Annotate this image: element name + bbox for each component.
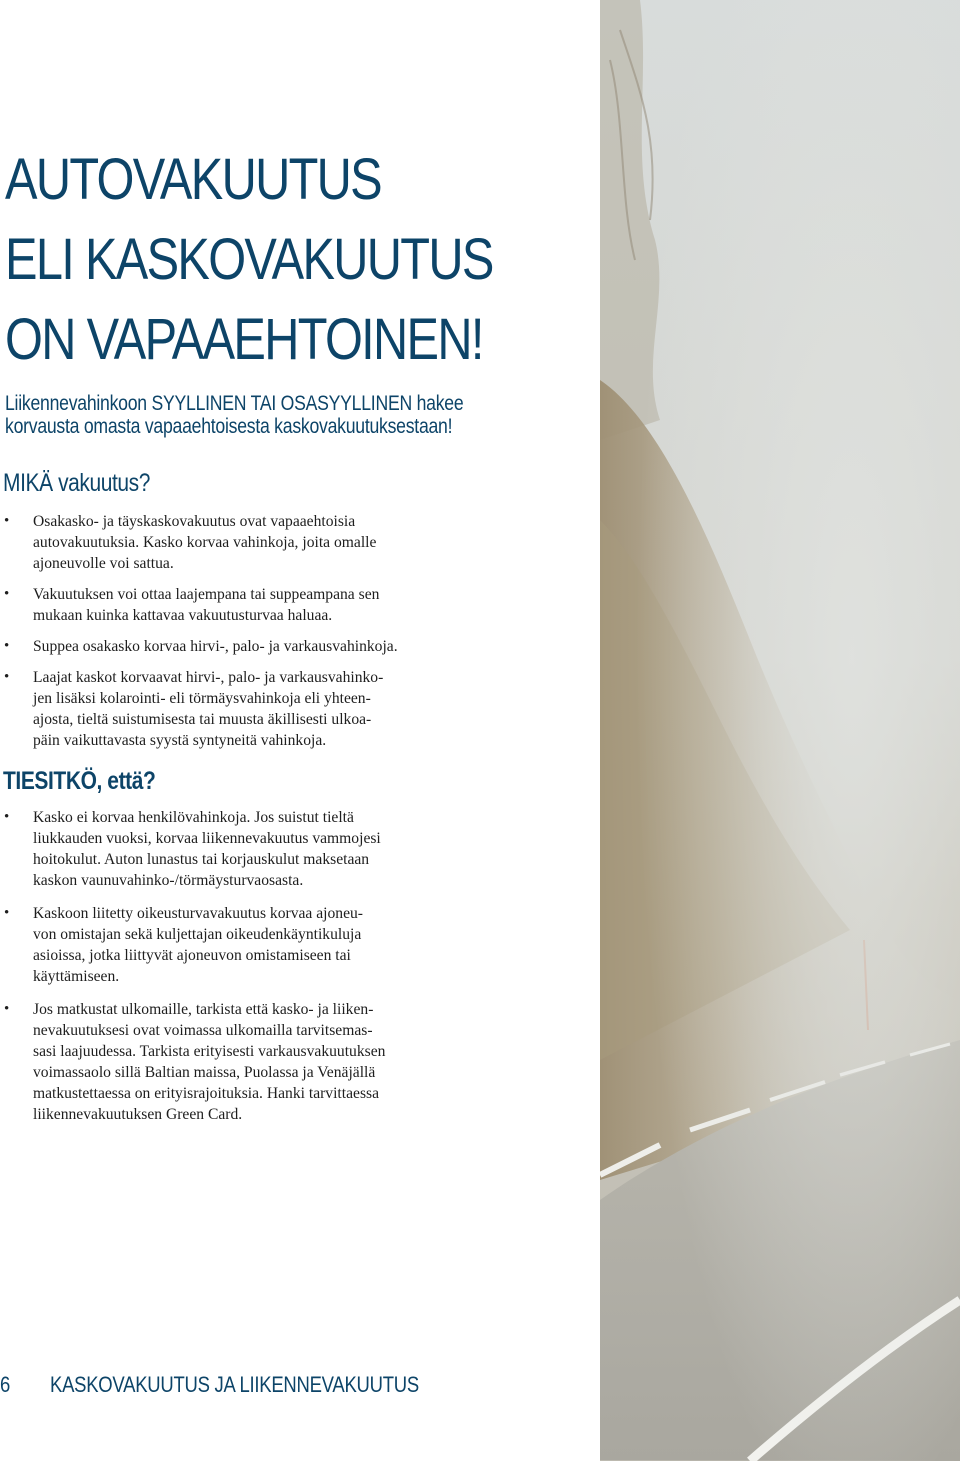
bullet-icon: • — [4, 669, 10, 685]
footer-title: KASKOVAKUUTUS JA LIIKENNEVAKUUTUS — [50, 1372, 419, 1397]
list-item-line: Vakuutuksen voi ottaa laajempana tai suppeampana sen — [33, 586, 380, 603]
list-item-line: liukkauden vuoksi, korvaa liikennevakuutus vammojesi — [33, 830, 381, 847]
intro-line: korvausta omasta vapaaehtoisesta kaskovakuutuksestaan! — [5, 415, 453, 438]
list-item — [0, 511, 470, 574]
bullet-icon: • — [4, 1001, 10, 1017]
list-item-line: kaskon vaunuvahinko-/törmäysturvaosasta. — [33, 872, 304, 889]
title-line: ON VAPAAEHTOINEN! — [5, 307, 483, 372]
list-item-line: Osakasko- ja täyskaskovakuutus ovat vapaaehtoisia — [33, 513, 356, 530]
intro-line: Liikennevahinkoon SYYLLINEN TAI OSASYYLLINEN hakee — [5, 392, 464, 415]
list-item — [0, 667, 470, 751]
bullet-icon: • — [4, 905, 10, 921]
list-item-line: Suppea osakasko korvaa hirvi-, palo- ja varkausvahinkoja. — [33, 638, 398, 655]
list-item-line: mukaan kuinka kattavaa vakuutusturvaa haluaa. — [33, 607, 333, 624]
list-item-line: käyttämiseen. — [33, 968, 120, 985]
section-heading-mika: MIKÄ vakuutus? — [3, 469, 151, 497]
list-item-line: Kaskoon liitetty oikeusturvavakuutus korvaa ajoneu- — [33, 905, 363, 922]
list-item-line: ajoneuvolle voi sattua. — [33, 555, 174, 572]
list-item-line: sasi laajuudessa. Tarkista erityisesti varkausvakuutuksen — [33, 1043, 386, 1060]
list-item-line: Kasko ei korvaa henkilövahinkoja. Jos suistut tieltä — [33, 809, 354, 826]
intro-text — [5, 392, 463, 438]
list-item-line: autovakuutuksia. Kasko korvaa vahinkoja, joita omalle — [33, 534, 377, 551]
list-item-line: voimassaolo sillä Baltian maissa, Puolassa ja Venäjällä — [33, 1064, 376, 1081]
list-item-line: päin vaikuttavasta syystä syntyneitä vahinkoja. — [33, 732, 327, 749]
list-item — [0, 903, 470, 987]
list-item-line: liikennevakuutuksen Green Card. — [33, 1106, 243, 1123]
foggy-road-photo — [600, 0, 960, 1461]
list-item-line: ajosta, tieltä suistumisesta tai muusta äkillisesti ulkoa- — [33, 711, 372, 728]
list-item-line: Laajat kaskot korvaavat hirvi-, palo- ja varkausvahinko- — [33, 669, 384, 686]
bullet-icon: • — [4, 809, 10, 825]
list-item-line: matkustettaessa on erityisrajoituksia. Hanki tarvittaessa — [33, 1085, 380, 1102]
list-item-line: asioissa, jotka liittyvät ajoneuvon omistamiseen tai — [33, 947, 351, 964]
section2-list — [0, 807, 470, 1125]
title-line: AUTOVAKUUTUS — [5, 147, 381, 212]
section1-list — [0, 511, 470, 751]
bullet-icon: • — [4, 513, 10, 529]
list-item-line: hoitokulut. Auton lunastus tai korjauskulut maksetaan — [33, 851, 370, 868]
page-title — [5, 140, 493, 380]
page-number: 6 — [0, 1372, 11, 1397]
section-heading-tiesitko: TIESITKÖ, että? — [3, 767, 156, 795]
list-item-line: jen lisäksi kolarointi- eli törmäysvahinkoja eli yhteen- — [33, 690, 371, 707]
list-item-line: Jos matkustat ulkomaille, tarkista että kasko- ja liiken- — [33, 1001, 374, 1018]
list-item — [0, 807, 470, 891]
list-item — [0, 636, 470, 657]
list-item-line: nevakuutuksesi ovat voimassa ulkomailla tarvitsemas- — [33, 1022, 373, 1039]
title-line: ELI KASKOVAKUUTUS — [5, 227, 493, 292]
list-item-line: von omistajan sekä kuljettajan oikeudenkäyntikuluja — [33, 926, 362, 943]
list-item — [0, 584, 470, 626]
bullet-icon: • — [4, 638, 10, 654]
bullet-icon: • — [4, 586, 10, 602]
list-item — [0, 999, 470, 1125]
